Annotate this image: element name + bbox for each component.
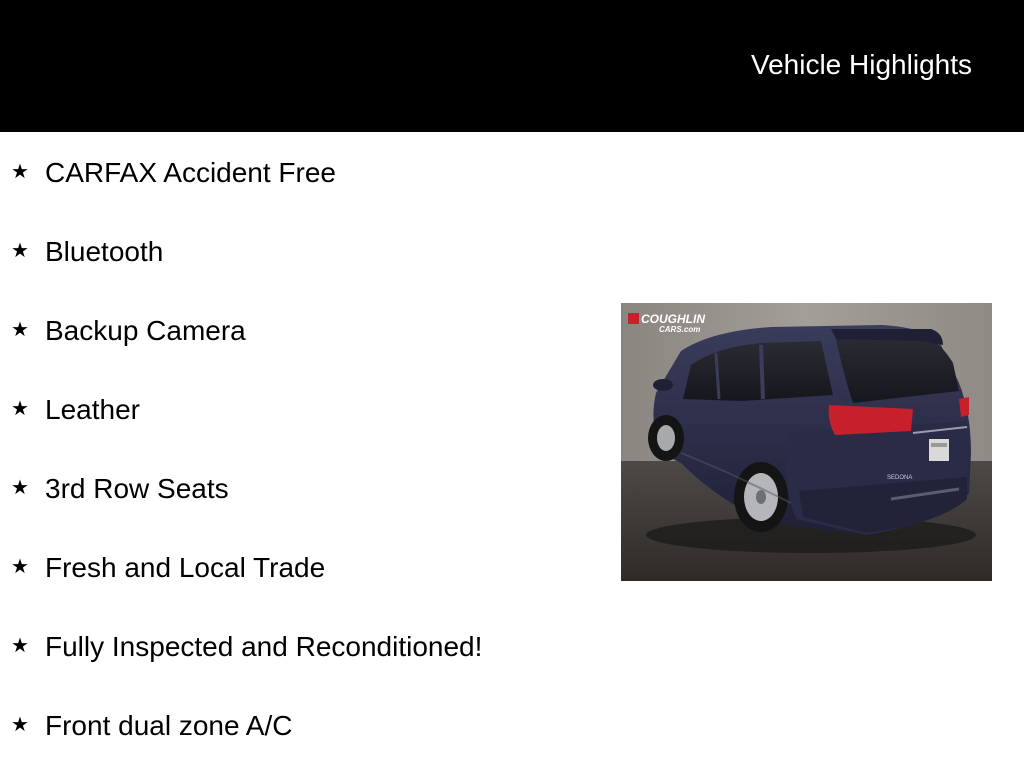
highlight-label: Leather — [45, 394, 140, 425]
star-icon: ★ — [11, 159, 29, 183]
star-icon: ★ — [11, 554, 29, 578]
highlight-label: Bluetooth — [45, 236, 164, 267]
list-item — [0, 155, 600, 195]
star-icon: ★ — [11, 712, 29, 736]
star-icon: ★ — [11, 317, 29, 341]
dealer-logo-text: COUGHLIN — [641, 312, 705, 326]
highlight-label: Fully Inspected and Reconditioned! — [45, 631, 483, 662]
list-item — [0, 313, 600, 353]
star-icon: ★ — [11, 475, 29, 499]
list-item — [0, 550, 600, 590]
star-icon: ★ — [11, 396, 29, 420]
vehicle-photo — [621, 303, 992, 581]
dealer-logo-subtext: CARS.com — [659, 325, 701, 334]
list-item — [0, 471, 600, 511]
highlight-label: 3rd Row Seats — [45, 473, 229, 504]
list-item — [0, 234, 600, 274]
list-item — [0, 708, 600, 748]
list-item — [0, 392, 600, 432]
model-badge: SEDONA — [887, 475, 913, 481]
star-icon: ★ — [11, 633, 29, 657]
highlight-label: Backup Camera — [45, 315, 246, 346]
highlight-label: Fresh and Local Trade — [45, 552, 326, 583]
highlight-label: CARFAX Accident Free — [45, 157, 337, 188]
highlight-label: Front dual zone A/C — [45, 710, 293, 741]
header-bar — [0, 0, 1024, 132]
star-icon: ★ — [11, 238, 29, 262]
page-title: Vehicle Highlights — [750, 49, 972, 80]
list-item — [0, 629, 600, 669]
